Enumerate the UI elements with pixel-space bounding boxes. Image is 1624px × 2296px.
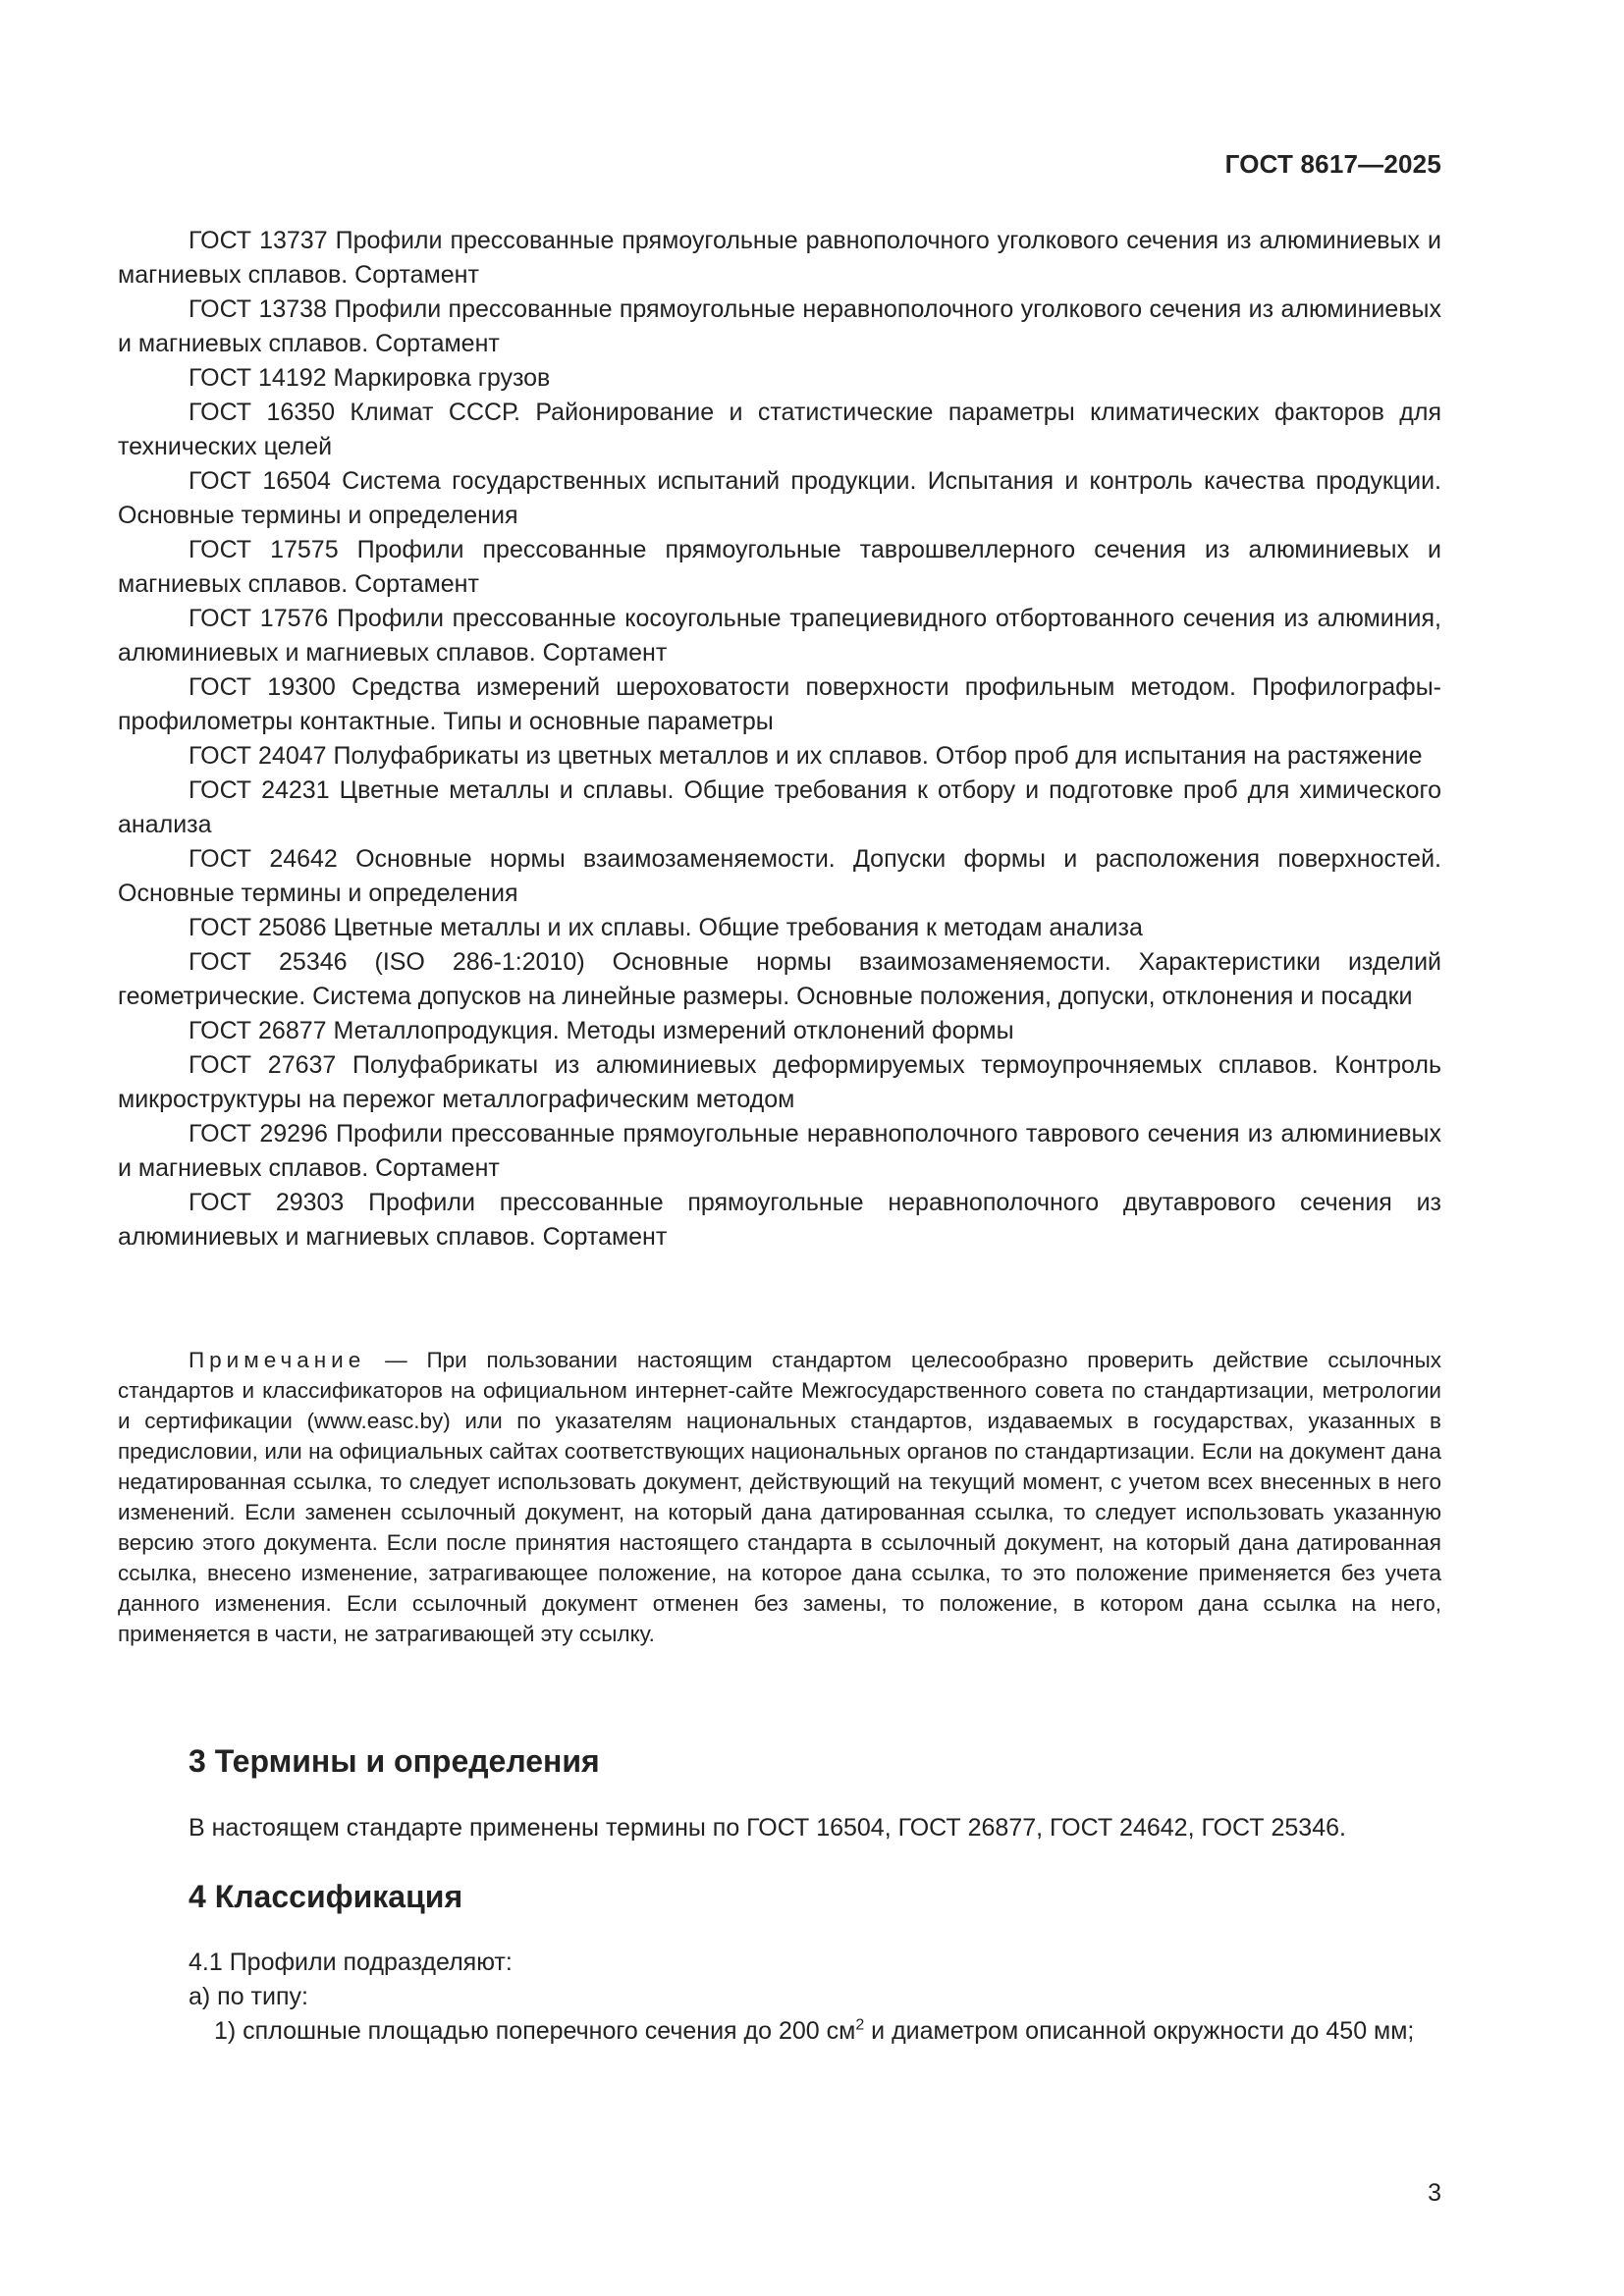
reference-item: ГОСТ 16504 Система государственных испытаний продукции. Испытания и контроль качества продукции. Основные термины и определения: [118, 467, 1441, 529]
clause-4-1-a-1: [118, 2014, 1441, 2049]
document-designation: ГОСТ 8617—2025: [1224, 149, 1441, 179]
clause-text-end: и диаметром описанной окружности до 450 мм;: [864, 2017, 1415, 2045]
reference-item: ГОСТ 14192 Маркировка грузов: [189, 364, 551, 392]
clause-text-start: 1) сплошные площадью поперечного сечения до 200 см: [214, 2017, 856, 2045]
reference-item: ГОСТ 16350 Климат СССР. Районирование и статистические параметры климатических факторов для технических целей: [118, 399, 1441, 460]
reference-item: ГОСТ 13737 Профили прессованные прямоугольные равнополочного уголкового сечения из алюминиевых и магниевых сплавов. Сортамент: [118, 227, 1441, 289]
section-3-text: В настоящем стандарте применены термины по ГОСТ 16504, ГОСТ 26877, ГОСТ 24642, ГОСТ 25346.: [189, 1814, 1346, 1842]
reference-item: ГОСТ 25086 Цветные металлы и их сплавы. Общие требования к методам анализа: [189, 914, 1143, 941]
reference-item: ГОСТ 19300 Средства измерений шероховатости поверхности профильным методом. Профилографы-профилометры контактные. Типы и основные параметры: [118, 673, 1441, 735]
section-4-heading: 4 Классификация: [189, 1879, 463, 1914]
reference-item: ГОСТ 24047 Полуфабрикаты из цветных металлов и их сплавов. Отбор проб для испытания на растяжение: [189, 742, 1423, 770]
note-paragraph: [118, 1345, 1441, 1649]
reference-item: ГОСТ 24231 Цветные металлы и сплавы. Общие требования к отбору и подготовке проб для химического анализа: [118, 776, 1441, 838]
section-3-heading: 3 Термины и определения: [189, 1743, 600, 1779]
reference-item: ГОСТ 24642 Основные нормы взаимозаменяемости. Допуски формы и расположения поверхностей. Основные термины и определения: [118, 845, 1441, 907]
superscript: 2: [855, 2016, 865, 2034]
reference-item: ГОСТ 17576 Профили прессованные косоугольные трапециевидного отбортованного сечения из алюминия, алюминиевых и магниевых сплавов. Сортамент: [118, 605, 1441, 667]
note-label: Примечание: [189, 1348, 366, 1372]
reference-item: ГОСТ 29303 Профили прессованные прямоугольные неравнополочного двутаврового сечения из алюминиевых и магниевых сплавов. Сортамент: [118, 1189, 1441, 1251]
page-number: 3: [1428, 2179, 1441, 2207]
reference-item: ГОСТ 27637 Полуфабрикаты из алюминиевых деформируемых термоупрочняемых сплавов. Контроль микроструктуры на пережог металлографическим методом: [118, 1051, 1441, 1113]
reference-item: ГОСТ 25346 (ISO 286-1:2010) Основные нормы взаимозаменяемости. Характеристики изделий геометрические. Система допусков на линейные размеры. Основные положения, допуски, отклонения и посадки: [118, 948, 1441, 1010]
normative-references-list: [118, 224, 1441, 1255]
clause-4-1-a: а) по типу:: [189, 1983, 308, 2010]
note-text: — При пользовании настоящим стандартом целесообразно проверить действие ссылочных стандартов и классификаторов на официальном интернет-сайте Межгосударственного совета по стандартизации, метрологии и сертификации (www.easc.by) или по указателям национальных стандартов, издаваемых в государствах, указанных в предисловии, или на официальных сайтах соответствующих национальных органов по стандартизации. Если на документ дана недатированная ссылка, то следует использовать документ, действующий на текущий момент, с учетом всех внесенных в него изменений. Если заменен ссылочный документ, на который дана датированная ссылка, то следует использовать указанную версию этого документа. Если после принятия настоящего стандарта в ссылочный документ, на который дана датированная ссылка, внесено изменение, затрагивающее положение, на которое дана ссылка, то это положение применяется без учета данного изменения. Если ссылочный документ отменен без замены, то положение, в котором дана ссылка на него, применяется в части, не затрагивающей эту ссылку.: [118, 1348, 1441, 1646]
reference-item: ГОСТ 13738 Профили прессованные прямоугольные неравнополочного уголкового сечения из алюминиевых и магниевых сплавов. Сортамент: [118, 295, 1441, 357]
reference-item: ГОСТ 17575 Профили прессованные прямоугольные таврошвеллерного сечения из алюминиевых и магниевых сплавов. Сортамент: [118, 536, 1441, 598]
reference-item: ГОСТ 26877 Металлопродукция. Методы измерений отклонений формы: [189, 1017, 1014, 1044]
reference-item: ГОСТ 29296 Профили прессованные прямоугольные неравнополочного таврового сечения из алюминиевых и магниевых сплавов. Сортамент: [118, 1120, 1441, 1182]
clause-4-1: 4.1 Профили подразделяют:: [189, 1949, 513, 1976]
